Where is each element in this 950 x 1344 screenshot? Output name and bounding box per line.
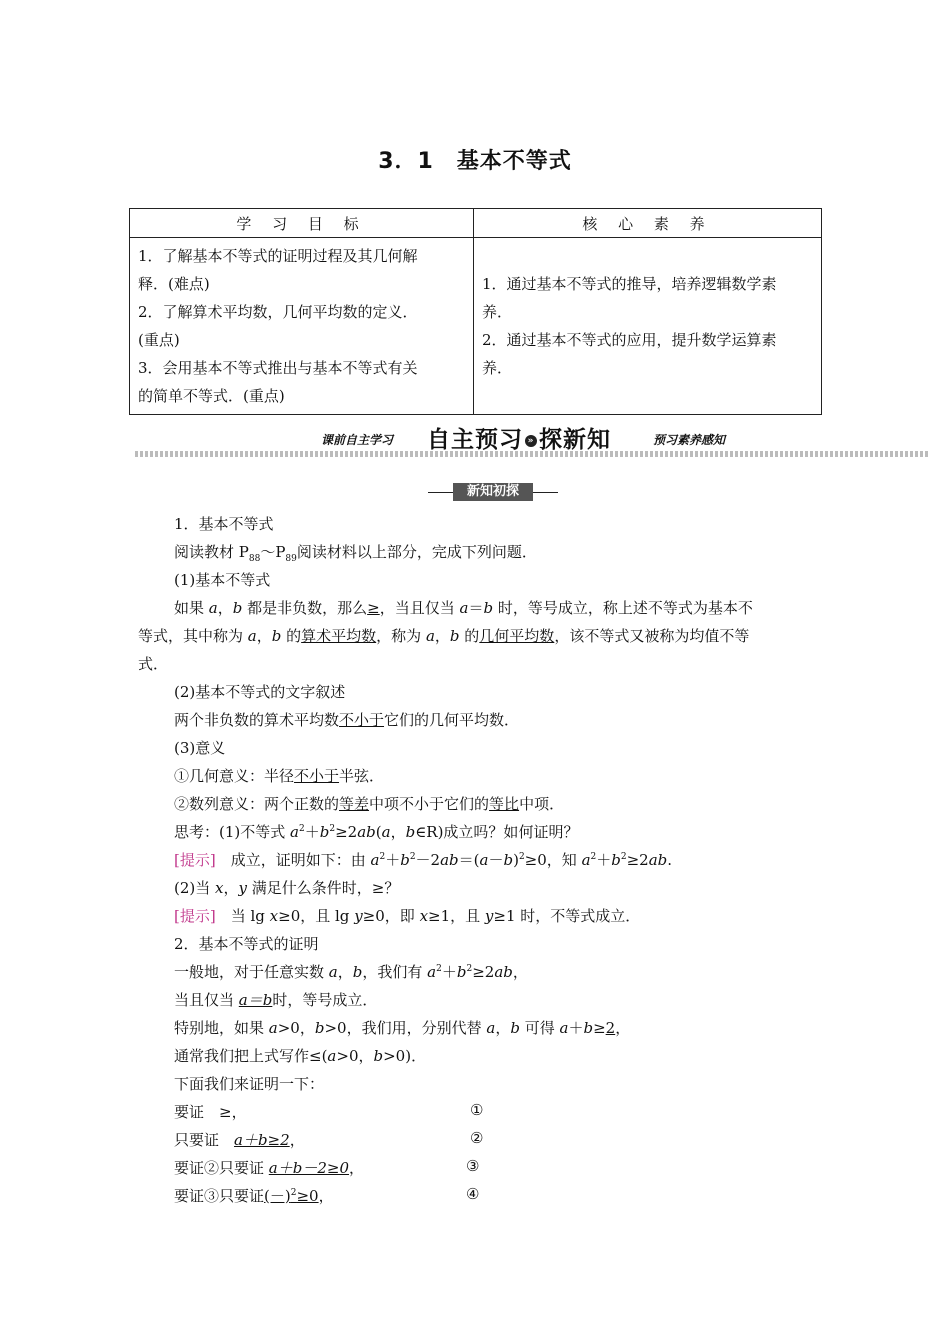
step-number: ① (470, 1101, 484, 1119)
paragraph: 当且仅当 a＝b时，等号成立． (174, 991, 378, 1009)
literacy-line: 2．通过基本不等式的应用，提升数学运算素 (482, 331, 777, 349)
proof-step: 要证②只要证 a＋b－2≥0， (174, 1159, 364, 1177)
paragraph: ②数列意义：两个正数的等差中项不小于它们的等比中项． (174, 795, 565, 813)
learning-goals-table (129, 208, 822, 415)
table-header-literacy: 核 心 素 养 (474, 209, 822, 238)
table-header-goals: 学 习 目 标 (130, 209, 474, 238)
proof-step: 要证 ≥， (174, 1103, 247, 1121)
banner-title-a: 自主预习 (427, 427, 523, 453)
paragraph: [提示] 成立，证明如下：由 $a^2+b^2-2ab=(a-b)^2\ge 0$，知 $a^2+b^2\ge 2ab$. (174, 851, 673, 869)
hint-label: [提示] (174, 907, 216, 925)
step-number: ④ (466, 1185, 480, 1203)
banner-title-b: 探新知 (539, 427, 611, 453)
step-number: ② (470, 1129, 484, 1147)
paragraph: 如果 a，b 都是非负数，那么≥，当且仅当 a＝b 时，等号成立，称上述不等式为基本不 (174, 599, 753, 617)
arrow-icon: » (525, 435, 537, 447)
goal-line: 3．会用基本不等式推出与基本不等式有关 (138, 359, 418, 377)
goal-line: 2．了解算术平均数，几何平均数的定义． (138, 303, 418, 321)
goal-line: 1．了解基本不等式的证明过程及其几何解 (138, 247, 418, 265)
subheading: (3)意义 (174, 739, 226, 757)
step-number: ③ (466, 1157, 480, 1175)
section-banner (135, 423, 930, 457)
paragraph: ①几何意义：半径不小于半弦． (174, 767, 385, 785)
proof-step: 要证③只要证$(-)^2\ge 0$， (174, 1187, 334, 1205)
banner-left-label: 课前自主学习 (321, 433, 394, 447)
paragraph: 两个非负数的算术平均数不小于它们的几何平均数． (174, 711, 520, 729)
banner-title (427, 421, 611, 454)
subheading: (1)基本不等式 (174, 571, 271, 589)
section-tag (428, 483, 558, 501)
paragraph: 式． (138, 655, 169, 673)
literacy-line: 养． (482, 303, 513, 321)
paragraph: 等式，其中称为 a，b 的算术平均数，称为 a，b 的几何平均数，该不等式又被称为均值不等 (138, 627, 750, 645)
paragraph: 通常我们把上式写作≤(a>0，b>0)． (174, 1047, 427, 1065)
hint-label: [提示] (174, 851, 216, 869)
literacy-line: 1．通过基本不等式的推导，培养逻辑数学素 (482, 275, 777, 293)
proof-step: 只要证 a＋b≥2， (174, 1131, 305, 1149)
literacy-cell (474, 238, 822, 415)
paragraph: 特别地，如果 a>0，b>0，我们用，分别代替 a，b 可得 a＋b≥2， (174, 1019, 631, 1037)
paragraph: [提示] 当 lg x≥0，且 lg y≥0，即 x≥1，且 y≥1 时，不等式成立． (174, 907, 641, 925)
goal-line: 的简单不等式．(重点) (138, 387, 285, 405)
paragraph: 一般地，对于任意实数 a，b，我们有 $a^2+b^2\ge 2ab$， (174, 963, 528, 981)
banner-right-label: 预习素养感知 (653, 433, 726, 447)
subheading: (2)基本不等式的文字叙述 (174, 683, 346, 701)
tag-label: 新知初探 (453, 483, 533, 501)
goal-line: 释．(难点) (138, 275, 210, 293)
heading-2: 2．基本不等式的证明 (174, 935, 319, 953)
literacy-line: 养． (482, 359, 513, 377)
paragraph: (2)当 x，y 满足什么条件时，≥？ (174, 879, 400, 897)
heading-1: 1．基本不等式 (174, 515, 274, 533)
paragraph: 下面我们来证明一下： (174, 1075, 325, 1093)
paragraph: 思考：(1)不等式 $a^2+b^2\ge 2ab(a$，b∈R)成立吗？如何证明？ (174, 823, 579, 841)
page-title: 3．1 基本不等式 (378, 149, 572, 174)
goal-line: (重点) (138, 331, 180, 349)
paragraph: 阅读教材 $P_{88}\sim P_{89}$阅读材料以上部分，完成下列问题． (174, 543, 537, 564)
goals-cell (130, 238, 474, 415)
